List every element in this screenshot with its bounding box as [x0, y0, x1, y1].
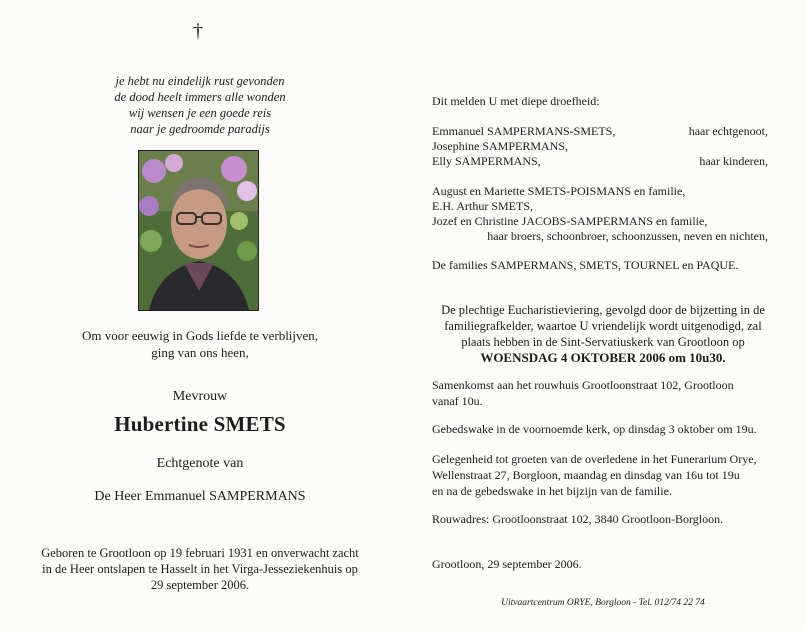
relation-label: haar kinderen, [699, 154, 768, 168]
poem [60, 73, 340, 137]
intro-text [40, 327, 360, 361]
left-page [0, 0, 400, 631]
funeral-home-footer: Uitvaartcentrum ORYE, Borgloon - Tel. 012/74 22 74 [501, 598, 705, 608]
birth-line: in de Heer ontslapen te Hasselt in het Virga-Jesseziekenhuis op [42, 562, 358, 576]
vigil-text [432, 421, 757, 437]
family-member: Elly SAMPERMANS, [432, 154, 541, 168]
viewing-text [432, 451, 757, 499]
ceremony-date: WOENSDAG 4 OKTOBER 2006 om 10u30. [480, 350, 726, 365]
mourning-address-line: Rouwadres: Grootloonstraat 102, 3840 Grootloon-Borgloon. [432, 512, 724, 526]
viewing-line: Wellenstraat 27, Borgloon, maandag en dinsdag van 16u tot 19u [432, 468, 740, 482]
vigil-line: Gebedswake in de voornoemde kerk, op dinsdag 3 oktober om 19u. [432, 422, 757, 436]
birth-line: Geboren te Grootloon op 19 februari 1931 en onverwacht zacht [41, 546, 359, 560]
poem-line: wij wensen je een goede reis [128, 106, 272, 120]
ceremony-line: De plechtige Eucharistieviering, gevolgd door de bijzetting in de [441, 303, 765, 317]
gathering-line: vanaf 10u. [432, 394, 483, 408]
portrait-photo [138, 150, 259, 311]
deceased-name: Hubertine SMETS [114, 412, 286, 436]
portrait-image [139, 151, 258, 310]
poem-line: naar je gedroomde paradijs [130, 122, 270, 136]
relation-label: haar echtgenoot, [688, 124, 768, 138]
intro-line: Om voor eeuwig in Gods liefde te verblijven, [81, 328, 319, 343]
birth-line: 29 september 2006. [150, 578, 250, 592]
viewing-line: en na de gebedswake in het bijzijn van de familie. [432, 484, 672, 498]
ceremony-line: familiegrafkelder, waartoe U vriendelijk wordt uitgenodigd, zal [444, 319, 762, 333]
ceremony-line: plaats hebben in de Sint-Servatiuskerk van Grootloon op [461, 335, 745, 349]
family-member: Jozef en Christine JACOBS-SAMPERMANS en familie, [432, 214, 708, 228]
spouse-name: De Heer Emmanuel SAMPERMANS [94, 489, 306, 504]
honorific: Mevrouw [172, 389, 228, 404]
gathering-text [432, 377, 734, 409]
family-member: August en Mariette SMETS-POISMANS en familie, [432, 184, 686, 198]
place-date-line: Grootloon, 29 september 2006. [432, 557, 582, 571]
poem-line: je hebt nu eindelijk rust gevonden [115, 74, 285, 88]
viewing-line: Gelegenheid tot groeten van de overledene in het Funerarium Orye, [432, 452, 757, 466]
ceremony-text [400, 302, 806, 350]
right-page [400, 0, 806, 631]
family-member: E.H. Arthur SMETS, [432, 199, 534, 213]
gathering-line: Samenkomst aan het rouwhuis Grootloonstraat 102, Grootloon [432, 378, 734, 392]
place-date [432, 556, 582, 572]
mourning-address [432, 511, 723, 527]
families-line: De families SAMPERMANS, SMETS, TOURNEL en PAQUE. [432, 258, 739, 272]
spouse-label: Echtgenote van [156, 456, 244, 471]
poem-line: de dood heelt immers alle wonden [114, 90, 286, 104]
relation-label: haar broers, schoonbroer, schoonzussen, neven en nichten, [487, 229, 768, 243]
birth-death-text [30, 545, 370, 593]
intro-line: ging van ons heen, [151, 345, 249, 360]
family-member: Emmanuel SAMPERMANS-SMETS, [432, 124, 616, 138]
announcement: Dit melden U met diepe droefheid: [432, 94, 600, 108]
cross-icon: † [193, 20, 203, 42]
family-member: Josephine SAMPERMANS, [432, 139, 569, 153]
